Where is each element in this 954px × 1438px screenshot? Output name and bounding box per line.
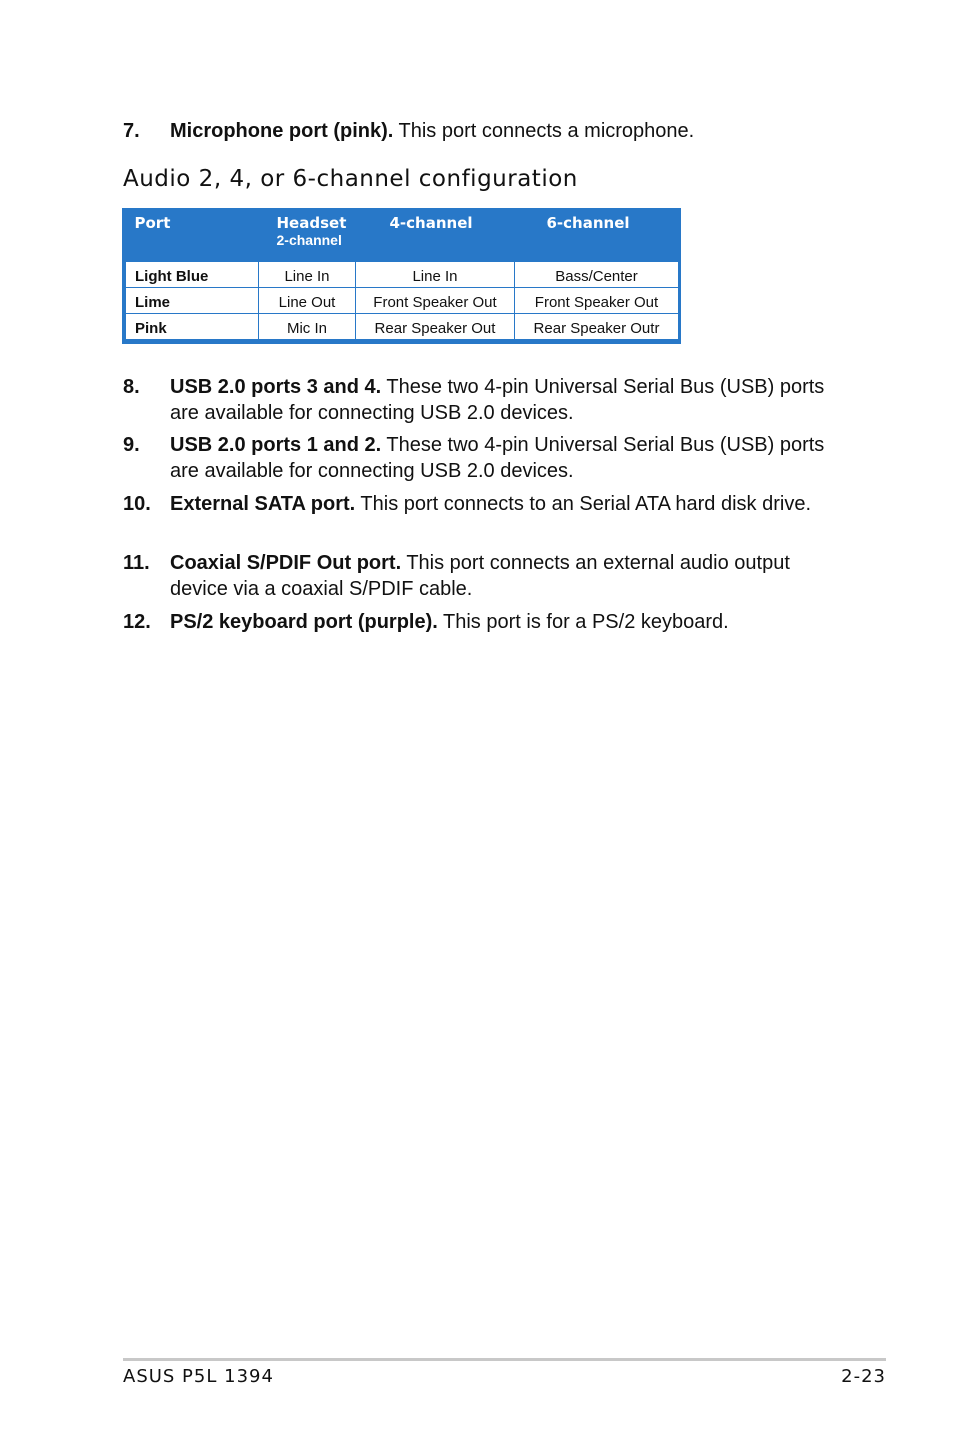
list-item-ps2-keyboard-port <box>123 609 843 635</box>
item-text: This port connects to an Serial ATA hard disk drive. <box>355 493 811 515</box>
table-cell: Line In <box>259 262 356 288</box>
list-item-external-sata-port <box>123 491 843 517</box>
list-item-coaxial-spdif-port <box>123 550 843 602</box>
header-headset: Headset 2-channel <box>259 211 356 262</box>
item-text: This port connects a microphone. <box>393 120 695 142</box>
list-item-usb-ports-3-4 <box>123 374 843 426</box>
table-cell: Mic In <box>259 314 356 340</box>
footer-product-name: ASUS P5L 1394 <box>123 1366 274 1387</box>
item-lead: Coaxial S/PDIF Out port. <box>170 552 402 574</box>
table-row <box>126 314 679 340</box>
item-lead: USB 2.0 ports 1 and 2. <box>170 434 382 456</box>
item-lead: PS/2 keyboard port (purple). <box>170 611 438 633</box>
item-number: 10. <box>123 493 151 515</box>
table-cell-port: Light Blue <box>126 262 259 288</box>
header-6-channel: 6-channel <box>515 211 679 262</box>
item-lead: External SATA port. <box>170 493 356 515</box>
item-lead: USB 2.0 ports 3 and 4. <box>170 376 382 398</box>
item-text: These two 4-pin Universal Serial Bus (USB) ports are available for connecting USB 2.0 devices. <box>170 376 825 424</box>
header-port: Port <box>126 211 259 262</box>
item-text: This port connects an external audio output device via a coaxial S/PDIF cable. <box>170 552 790 600</box>
list-item-usb-ports-1-2 <box>123 432 843 484</box>
table-cell: Front Speaker Out <box>515 288 679 314</box>
footer-divider <box>123 1358 886 1361</box>
item-number: 8. <box>123 376 140 398</box>
table-row <box>126 288 679 314</box>
header-4-channel: 4-channel <box>356 211 515 262</box>
item-text: These two 4-pin Universal Serial Bus (USB) ports are available for connecting USB 2.0 devices. <box>170 434 825 482</box>
table-cell: Rear Speaker Out <box>356 314 515 340</box>
audio-config-table <box>122 208 681 344</box>
list-item-microphone-port <box>123 118 843 144</box>
table-cell: Line Out <box>259 288 356 314</box>
item-number: 9. <box>123 434 140 456</box>
table-cell: Front Speaker Out <box>356 288 515 314</box>
item-lead: Microphone port (pink). <box>170 120 394 142</box>
section-heading: Audio 2, 4, or 6-channel configuration <box>123 166 578 192</box>
table-header-row <box>126 211 679 262</box>
item-text: This port is for a PS/2 keyboard. <box>437 611 729 633</box>
table-cell: Line In <box>356 262 515 288</box>
footer-page-number: 2-23 <box>841 1366 886 1387</box>
table-row <box>126 262 679 288</box>
header-headset-sub: 2-channel <box>276 232 342 248</box>
table-cell-port: Pink <box>126 314 259 340</box>
item-number: 11. <box>123 552 150 574</box>
table-cell-port: Lime <box>126 288 259 314</box>
table-cell: Bass/Center <box>515 262 679 288</box>
item-number: 7. <box>123 120 140 142</box>
item-number: 12. <box>123 611 151 633</box>
table-cell: Rear Speaker Outr <box>515 314 679 340</box>
